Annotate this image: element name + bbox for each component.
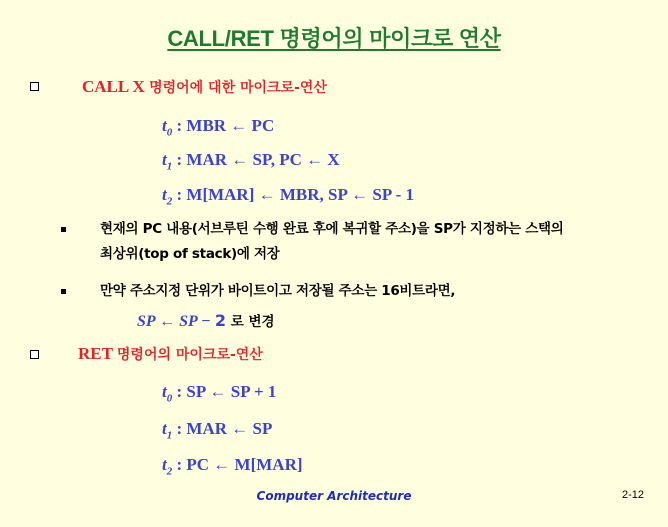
footer-text: Computer Architecture: [256, 489, 412, 503]
call-note-2: 만약 주소지정 단위가 바이트이고 저장될 주소는 16비트라면,: [100, 283, 456, 299]
ret-heading-kr: 명령어의 마이크로-연산: [116, 347, 263, 363]
slide-title: CALL/RET 명령어의 마이크로 연산: [167, 26, 501, 51]
ret-step-1: $t_1$ : MAR ← SP: [162, 419, 273, 442]
square-bullet-icon: [30, 350, 39, 359]
bullet-icon: [61, 289, 66, 294]
call-heading-en: CALL X: [82, 77, 145, 96]
call-step-2: $t_2$ : M[MAR] ← MBR, SP ← SP - 1: [162, 185, 414, 208]
ret-step-2: $t_2$ : PC ← M[MAR]: [162, 455, 303, 478]
call-step-1: $t_1$ : MAR ← SP, PC ← X: [162, 150, 340, 173]
page-number: 2-12: [621, 489, 644, 501]
bullet-icon: [61, 227, 66, 232]
call-note-2-formula: SP ← SP − 2 로 변경: [137, 311, 275, 330]
ret-heading-en: RET: [78, 344, 113, 363]
square-bullet-icon: [30, 82, 39, 91]
ret-heading: [78, 344, 263, 364]
call-heading-kr: 명령어에 대한 마이크로-연산: [149, 80, 327, 96]
call-step-0: $t_0$ : MBR ← PC: [162, 116, 275, 139]
call-note-1: 현재의 PC 내용(서브루틴 수행 완료 후에 복귀할 주소)을 SP가 지정하는 스택의 최상위(top of stack)에 저장: [100, 221, 564, 262]
call-heading: [82, 77, 327, 97]
ret-step-0: $t_0$ : SP ← SP + 1: [162, 382, 277, 405]
